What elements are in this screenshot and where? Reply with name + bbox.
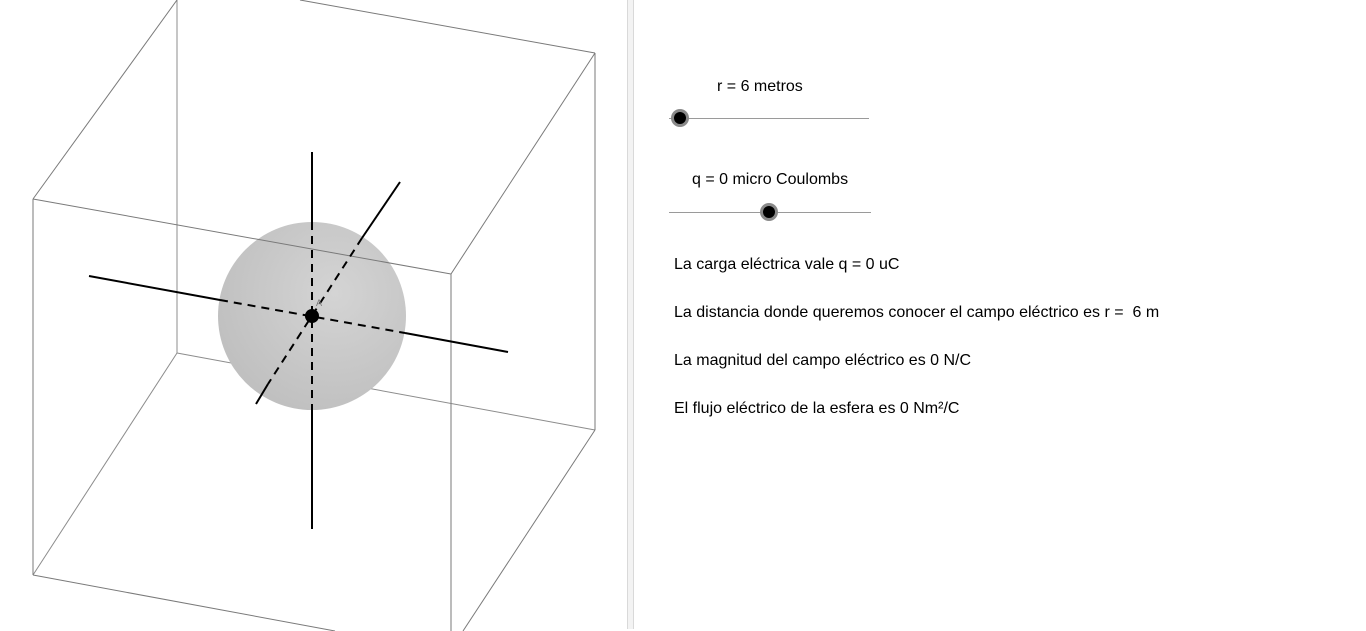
slider-r-label: r = 6 metros bbox=[717, 78, 803, 95]
x-axis-left bbox=[89, 276, 220, 300]
distance-text: La distancia donde queremos conocer el campo eléctrico es r = 6 m bbox=[674, 304, 1160, 321]
3d-graphics-view[interactable] bbox=[0, 0, 627, 631]
slider-r-knob[interactable] bbox=[671, 109, 689, 127]
slider-q-knob[interactable] bbox=[760, 203, 778, 221]
x-axis-right bbox=[405, 333, 508, 352]
field-text: La magnitud del campo eléctrico es 0 N/C bbox=[674, 352, 972, 369]
point-label: A bbox=[316, 298, 323, 308]
flux-text: El flujo eléctrico de la esfera es 0 Nm²/C bbox=[674, 400, 960, 417]
point-charge[interactable] bbox=[305, 309, 319, 323]
2d-graphics-view bbox=[634, 0, 1366, 631]
slider-r-track[interactable] bbox=[669, 118, 869, 119]
3d-scene[interactable] bbox=[0, 0, 627, 631]
charge-text: La carga eléctrica vale q = 0 uC bbox=[674, 256, 900, 273]
slider-q-label: q = 0 micro Coulombs bbox=[692, 171, 849, 188]
y-axis-top bbox=[362, 182, 400, 238]
view-divider[interactable] bbox=[627, 0, 634, 629]
